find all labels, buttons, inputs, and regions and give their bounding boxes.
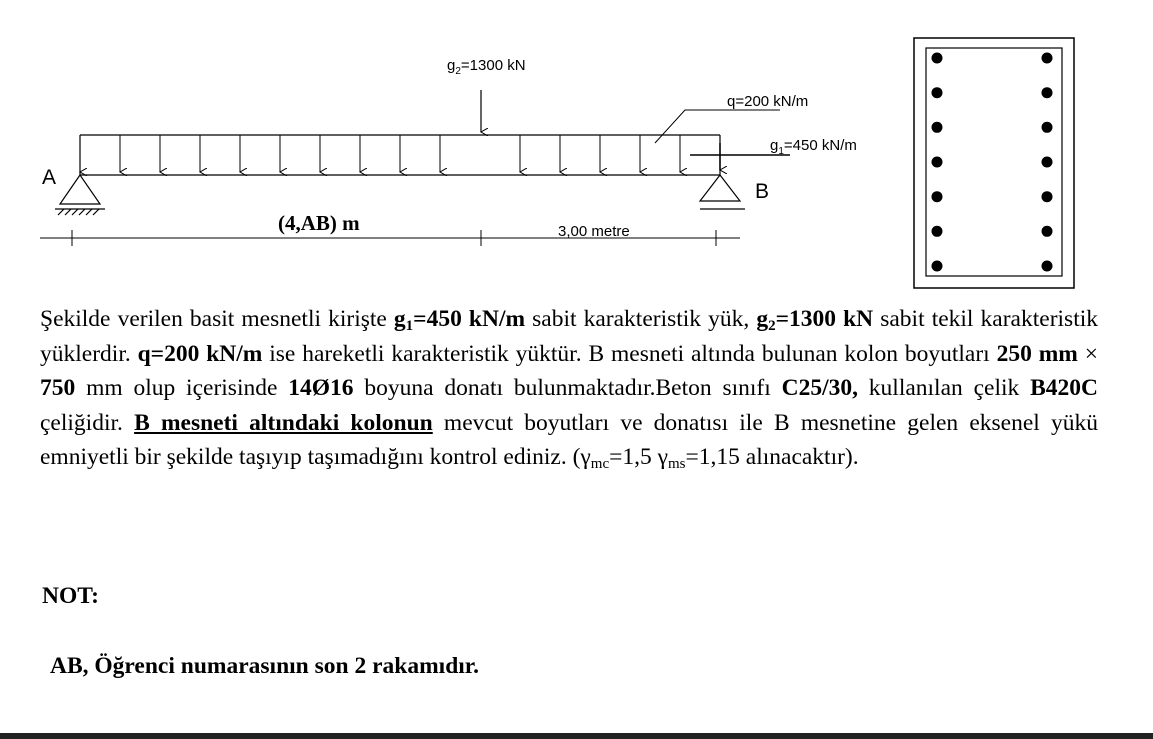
rebar-dot — [1042, 191, 1053, 202]
beam-diagram — [0, 0, 1153, 300]
rebar-dot — [1042, 122, 1053, 133]
support-a-pin — [55, 175, 105, 215]
g2-label: $g_2=1300$ kN — [447, 57, 526, 77]
support-b-label: B — [755, 180, 770, 203]
rebar-dot — [932, 157, 943, 168]
q-leader-line — [655, 110, 780, 143]
rebar-dot — [932, 122, 943, 133]
rebar-dot — [1042, 226, 1053, 237]
rebar-dot — [1042, 87, 1053, 98]
column-rebars — [932, 53, 1053, 272]
bottom-rule — [0, 733, 1153, 739]
g1-label: $g_1=450$ kN/m — [770, 137, 857, 157]
support-a-label: A — [42, 166, 57, 189]
rebar-dot — [1042, 261, 1053, 272]
rebar-dot — [932, 87, 943, 98]
rebar-dot — [1042, 53, 1053, 64]
note-heading: NOT: — [42, 583, 100, 609]
rebar-dot — [932, 261, 943, 272]
span-ab-label: (4,AB) m — [278, 211, 360, 235]
rebar-dot — [1042, 157, 1053, 168]
q-label: q=200 kN/m — [727, 93, 809, 110]
support-b-roller — [700, 175, 745, 209]
distributed-load-arrows — [80, 135, 680, 172]
rebar-dot — [932, 191, 943, 202]
note-text: AB, Öğrenci numarasının son 2 rakamıdır. — [50, 653, 479, 679]
rebar-dot — [932, 226, 943, 237]
span-3m-label: 3,00 metre — [558, 223, 630, 240]
problem-statement: Şekilde verilen basit mesnetli kirişte $g_1=450$ kN/m sabit karakteristik yük, $g_2=1300$ kN sabit tekil karakteristik yüklerdir. q=200 kN/m ise hareketli karakteristik yüktür. B mesneti altında bulunan kolon boyutları 250 mm × 750 mm olup içerisinde 14Ø16 boyuna donatı bulunmaktadır.Beton sınıfı C25/30, kullanılan çelik B420C çeliğidir. B mesneti altındaki kolonun mevcut boyutları ve donatısı ile B mesnetine gelen eksenel yükü emniyetli bir şekilde taşıyıp taşımadığını kontrol ediniz. ($\gamma_{mc}=1,5$ $\gamma_{ms}=1,15$ alınacaktır). — [40, 306, 1099, 472]
rebar-dot — [932, 53, 943, 64]
dimension-line — [40, 230, 740, 246]
